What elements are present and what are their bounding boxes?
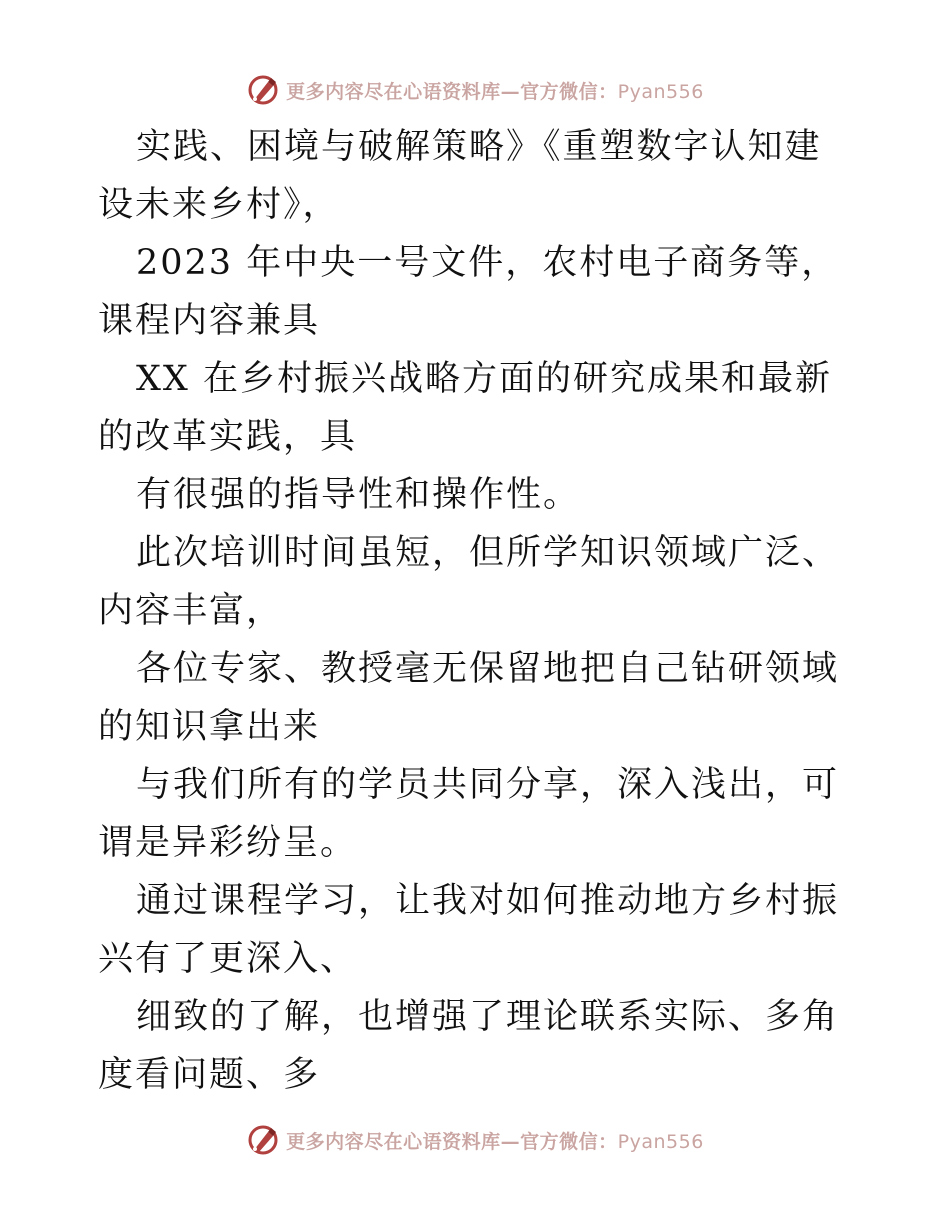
pen-logo-icon	[246, 73, 280, 107]
footer-banner-text: 更多内容尽在心语资料库—官方微信：Pyan556	[286, 1130, 704, 1153]
paragraph: 实践、困境与破解策略》《重塑数字认知建设未来乡村》，	[98, 127, 822, 225]
header-watermark	[0, 70, 950, 110]
paragraph: 此次培训时间虽短，但所学知识领域广泛、内容丰富，	[98, 533, 840, 631]
footer-watermark	[0, 1120, 950, 1160]
pen-logo-icon	[246, 1123, 280, 1157]
paragraph: 与我们所有的学员共同分享，深入浅出，可谓是异彩纷呈。	[98, 765, 840, 863]
paragraph: 有很强的指导性和操作性。	[136, 475, 581, 515]
paragraph: 通过课程学习，让我对如何推动地方乡村振兴有了更深入、	[98, 881, 840, 979]
footer-wechat-id: Pyan556	[617, 1130, 704, 1153]
paragraph: XX 在乡村振兴战略方面的研究成果和最新的改革实践，具	[98, 359, 832, 457]
document-body	[98, 118, 858, 1104]
paragraph: 细致的了解，也增强了理论联系实际、多角度看问题、多	[98, 997, 840, 1095]
header-wechat-id: Pyan556	[617, 80, 704, 103]
paragraph: 2023 年中央一号文件，农村电子商务等，课程内容兼具	[98, 243, 839, 341]
header-banner-text: 更多内容尽在心语资料库—官方微信：Pyan556	[286, 80, 704, 103]
paragraph: 各位专家、教授毫无保留地把自己钻研领域的知识拿出来	[98, 649, 840, 747]
